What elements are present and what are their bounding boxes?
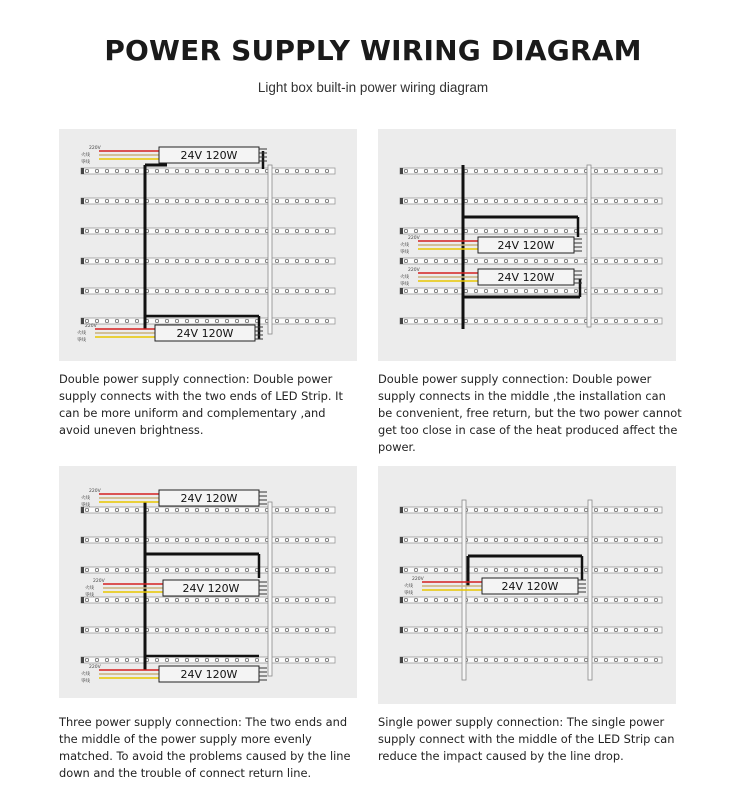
led-strip (81, 627, 335, 633)
strip-end-cap (400, 597, 403, 603)
led-strip (400, 318, 662, 324)
power-supply-label: 24V 120W (497, 239, 555, 252)
strip-end-cap (81, 597, 84, 603)
led-strip (81, 258, 335, 264)
page-title: POWER SUPPLY WIRING DIAGRAM (104, 34, 642, 67)
strip-end-cap (81, 657, 84, 663)
return-rail (588, 500, 592, 680)
caption-2: Double power supply connection: Double power supply connects in the middle ,the installation can be convenient, free return, but the two power cannot get too close in case of the heat produced affect the power. (378, 372, 682, 454)
strip-end-cap (400, 228, 403, 234)
led-strip-body (400, 288, 662, 294)
strip-end-cap (81, 537, 84, 543)
page-subtitle: Light box built-in power wiring diagram (257, 80, 489, 95)
strip-end-cap (400, 318, 403, 324)
led-strip-body (81, 597, 335, 603)
voltage-label: 220V (408, 236, 420, 241)
led-strip (400, 507, 662, 513)
voltage-label: 220V (89, 146, 101, 151)
led-strip (400, 288, 662, 294)
live-label: 火线 (81, 153, 90, 158)
led-strip-body (81, 567, 335, 573)
live-label: 火线 (404, 584, 413, 589)
strip-end-cap (81, 627, 84, 633)
led-strip (81, 228, 335, 234)
power-supply-label: 24V 120W (176, 327, 234, 340)
strip-end-cap (400, 258, 403, 264)
led-strip-body (81, 318, 335, 324)
led-strip-body (81, 228, 335, 234)
strip-end-cap (81, 567, 84, 573)
strip-end-cap (81, 288, 84, 294)
caption-4: Single power supply connection: The single power supply connect with the middle of the LED Strip can reduce the impact caused by the line drop. (378, 715, 675, 763)
power-supply-label: 24V 120W (180, 668, 238, 681)
strip-end-cap (400, 567, 403, 573)
led-strip (400, 597, 662, 603)
caption-1: Double power supply connection: Double power supply connects with the two ends of LED Strip. It can be more uniform and complementary ,and avoid uneven brightness. (59, 372, 343, 437)
strip-end-cap (400, 168, 403, 174)
caption-3: Three power supply connection: The two ends and the middle of the power supply more evenly matched. To avoid the problems caused by the line down and the trouble of connect return line. (59, 715, 351, 780)
led-strip (400, 537, 662, 543)
diagram-panel-2 (378, 129, 676, 361)
live-label: 火线 (77, 331, 86, 336)
strip-end-cap (400, 507, 403, 513)
led-strip-body (81, 258, 335, 264)
return-rail (268, 502, 272, 676)
strip-end-cap (81, 198, 84, 204)
voltage-label: 220V (89, 665, 101, 670)
return-rail (268, 165, 272, 334)
power-supply-label: 24V 120W (182, 582, 240, 595)
live-label: 火线 (81, 672, 90, 677)
strip-end-cap (81, 318, 84, 324)
live-label: 火线 (81, 496, 90, 501)
strip-end-cap (400, 657, 403, 663)
wiring-diagram-3 (59, 466, 357, 704)
led-strip-body (400, 597, 662, 603)
led-strip (400, 198, 662, 204)
strip-end-cap (81, 228, 84, 234)
live-label: 火线 (400, 275, 409, 280)
led-strip (81, 288, 335, 294)
power-supply-label: 24V 120W (180, 492, 238, 505)
led-strip-body (81, 288, 335, 294)
voltage-label: 220V (93, 579, 105, 584)
neutral-label: 零线 (400, 282, 409, 287)
led-strip-body (400, 537, 662, 543)
led-strip (400, 567, 662, 573)
strip-end-cap (81, 258, 84, 264)
voltage-label: 220V (89, 489, 101, 494)
wiring-diagram-2 (378, 129, 676, 361)
strip-end-cap (400, 537, 403, 543)
return-rail (587, 165, 591, 327)
wiring-diagram-1 (59, 129, 357, 361)
voltage-label: 220V (412, 577, 424, 582)
led-strip-body (400, 168, 662, 174)
power-supply-label: 24V 120W (501, 580, 559, 593)
neutral-label: 零线 (81, 503, 90, 508)
led-strip-body (400, 627, 662, 633)
led-strip (81, 318, 335, 324)
led-strip-body (81, 657, 335, 663)
led-strip-body (400, 567, 662, 573)
led-strip (81, 597, 335, 603)
led-strip-body (81, 627, 335, 633)
diagram-panel-1 (59, 129, 357, 361)
wiring-diagram-4 (378, 466, 676, 704)
strip-end-cap (400, 198, 403, 204)
strip-end-cap (400, 627, 403, 633)
led-strip-body (81, 537, 335, 543)
led-strip-body (81, 198, 335, 204)
led-strip-body (81, 507, 335, 513)
led-strip (400, 228, 662, 234)
led-strip (400, 258, 662, 264)
neutral-label: 零线 (81, 679, 90, 684)
power-supply-label: 24V 120W (180, 149, 238, 162)
led-strip-body (81, 168, 335, 174)
led-strip (81, 657, 335, 663)
led-strip (81, 198, 335, 204)
neutral-label: 零线 (77, 338, 86, 343)
led-strip-body (400, 228, 662, 234)
live-label: 火线 (400, 243, 409, 248)
strip-end-cap (81, 168, 84, 174)
voltage-label: 220V (408, 268, 420, 273)
led-strip (81, 537, 335, 543)
neutral-label: 零线 (85, 593, 94, 598)
led-strip-body (400, 258, 662, 264)
power-supply-label: 24V 120W (497, 271, 555, 284)
led-strip (81, 168, 335, 174)
led-strip (400, 657, 662, 663)
neutral-label: 零线 (404, 591, 413, 596)
neutral-label: 零线 (81, 160, 90, 165)
live-label: 火线 (85, 586, 94, 591)
led-strip-body (400, 507, 662, 513)
led-strip-body (400, 198, 662, 204)
diagram-panel-3 (59, 466, 357, 698)
led-strip (81, 507, 335, 513)
led-strip (400, 627, 662, 633)
strip-end-cap (400, 288, 403, 294)
neutral-label: 零线 (400, 250, 409, 255)
led-strip-body (400, 657, 662, 663)
led-strip (81, 567, 335, 573)
diagram-panel-4 (378, 466, 676, 704)
led-strip (400, 168, 662, 174)
led-strip-body (400, 318, 662, 324)
voltage-label: 220V (85, 324, 97, 329)
